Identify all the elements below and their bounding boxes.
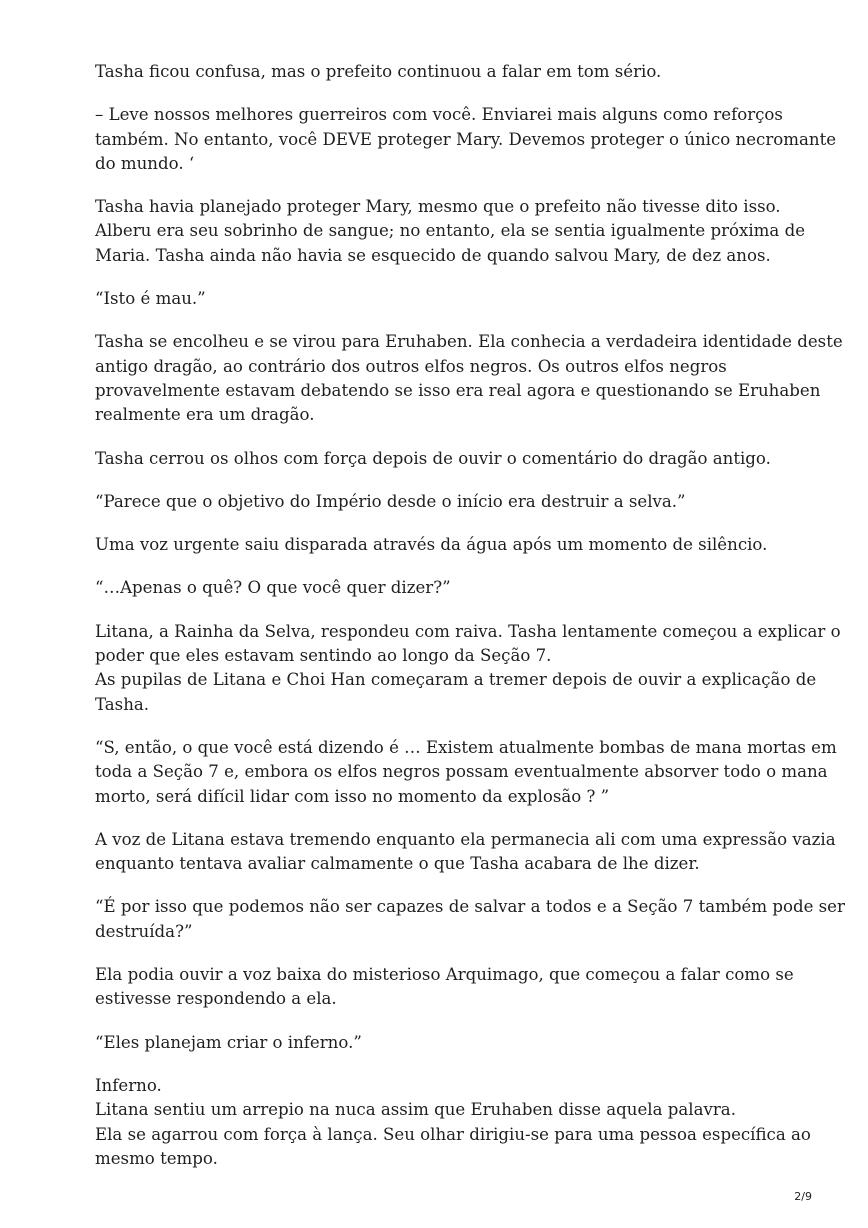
text-line: antigo dragão, ao contrário dos outros elfos negros. Os outros elfos negros [95,356,727,376]
text-line: Ela podia ouvir a voz baixa do misterioso Arquimago, que começou a falar como se [95,965,794,985]
paragraph [95,620,841,717]
text-line: estivesse respondendo a ela. [95,989,337,1009]
paragraph [95,287,785,311]
text-line: enquanto tentava avaliar calmamente o que Tasha acabara de lhe dizer. [95,854,700,874]
text-line: – Leve nossos melhores guerreiros com você. Enviarei mais alguns como reforços [95,105,783,125]
paragraph [95,1074,811,1171]
paragraph [95,195,806,268]
text-line: Tasha cerrou os olhos com força depois de ouvir o comentário do dragão antigo. [95,448,771,468]
text-line: Ela se agarrou com força à lança. Seu olhar dirigiu-se para uma pessoa específica ao [95,1124,811,1144]
document-body [95,60,845,1190]
text-line: A voz de Litana estava tremendo enquanto ela permanecia ali com uma expressão vazia [95,829,836,849]
paragraph [95,895,845,944]
text-line: mesmo tempo. [95,1148,218,1168]
paragraph [95,60,785,84]
text-line: Maria. Tasha ainda não havia se esquecido de quando salvou Mary, de dez anos. [95,245,771,265]
text-line: do mundo. ‘ [95,153,195,173]
text-line: “Parece que o objetivo do Império desde o início era destruir a selva.” [95,491,686,511]
paragraph [95,963,794,1012]
paragraph [95,1031,785,1055]
text-line: morto, será difícil lidar com isso no momento da explosão ? ” [95,786,610,806]
text-line: “…Apenas o quê? O que você quer dizer?” [95,578,451,598]
text-line: Litana sentiu um arrepio na nuca assim que Eruhaben disse aquela palavra. [95,1100,736,1120]
paragraph [95,447,785,471]
text-line: “Eles planejam criar o inferno.” [95,1032,362,1052]
text-line: Litana, a Rainha da Selva, respondeu com raiva. Tasha lentamente começou a explicar o [95,621,841,641]
text-line: Uma voz urgente saiu disparada através da água após um momento de silêncio. [95,535,768,555]
text-line: Tasha. [95,694,150,714]
paragraph [95,576,785,600]
paragraph [95,103,837,176]
text-line: poder que eles estavam sentindo ao longo da Seção 7. [95,646,552,666]
paragraph [95,490,785,514]
text-line: Inferno. [95,1075,162,1095]
text-line: Tasha ficou confusa, mas o prefeito continuou a falar em tom sério. [95,62,662,81]
paragraph [95,828,836,877]
text-line: “Isto é mau.” [95,289,206,309]
text-line: toda a Seção 7 e, embora os elfos negros possam eventualmente absorver todo o mana [95,762,828,782]
paragraph [95,330,843,427]
page-number: 2/9 [794,1190,812,1203]
paragraph [95,736,837,809]
text-line: “S, então, o que você está dizendo é … Existem atualmente bombas de mana mortas em [95,737,837,757]
text-line: Alberu era seu sobrinho de sangue; no entanto, ela se sentia igualmente próxima de [95,221,806,241]
text-line: destruída?” [95,921,193,941]
text-line: Tasha se encolheu e se virou para Eruhaben. Ela conhecia a verdadeira identidade deste [95,332,843,352]
text-line: Tasha havia planejado proteger Mary, mesmo que o prefeito não tivesse dito isso. [95,197,781,217]
text-line: provavelmente estavam debatendo se isso era real agora e questionando se Eruhaben [95,380,821,400]
text-line: “É por isso que podemos não ser capazes de salvar a todos e a Seção 7 também pode ser [95,897,845,917]
text-line: realmente era um dragão. [95,405,315,425]
paragraph [95,533,785,557]
text-line: também. No entanto, você DEVE proteger Mary. Devemos proteger o único necromante [95,129,837,149]
text-line: As pupilas de Litana e Choi Han começaram a tremer depois de ouvir a explicação de [95,670,817,690]
